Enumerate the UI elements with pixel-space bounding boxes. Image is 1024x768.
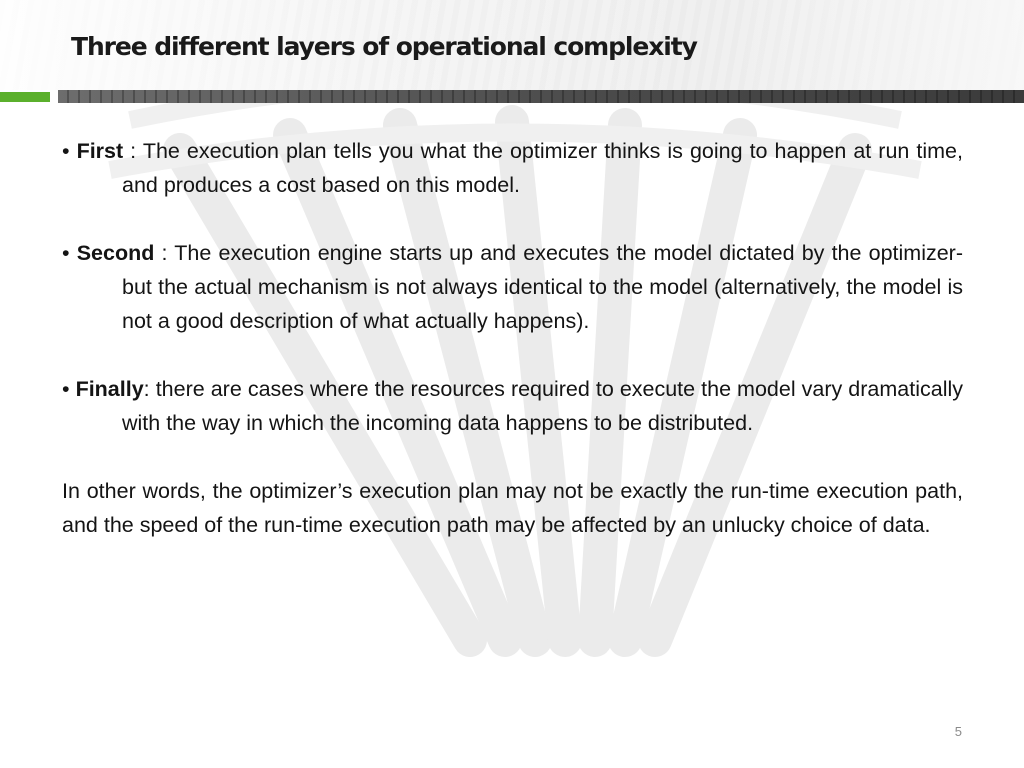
bullet-text-second: The execution engine starts up and executes the model dictated by the optimizer- but the actual mechanism is not always identical to the model (alternatively, the model is not a good description of what actually happens). <box>122 241 963 333</box>
bullet-finally <box>62 372 963 440</box>
bullet-text-finally: there are cases where the resources required to execute the model vary dramatically with the way in which the incoming data happens to be distributed. <box>122 377 963 435</box>
slide-title: Three different layers of operational complexity <box>71 32 697 61</box>
bullet-label-finally: Finally <box>75 377 144 401</box>
bullet-label-first: First <box>76 139 124 163</box>
bullet-marker: • <box>62 139 70 163</box>
bullet-marker: • <box>62 241 70 265</box>
slide-header <box>0 0 1024 90</box>
bullet-separator: : <box>143 377 156 401</box>
summary-paragraph: In other words, the optimizer’s execution plan may not be exactly the run-time execution path, and the speed of the run-time execution path may be affected by an unlucky choice of data. <box>62 479 963 537</box>
slide-content <box>62 134 963 576</box>
bullet-marker: • <box>62 377 70 401</box>
bullet-separator: : <box>123 139 143 163</box>
bullet-separator: : <box>154 241 175 265</box>
page-number: 5 <box>954 724 962 739</box>
bullet-second <box>62 236 963 338</box>
header-accent-bar <box>0 92 50 102</box>
bullet-text-first: The execution plan tells you what the optimizer thinks is going to happen at run time, and produces a cost based on this model. <box>122 139 963 197</box>
bullet-first <box>62 134 963 202</box>
bullet-label-second: Second <box>76 241 155 265</box>
header-divider-bar <box>58 90 1024 103</box>
